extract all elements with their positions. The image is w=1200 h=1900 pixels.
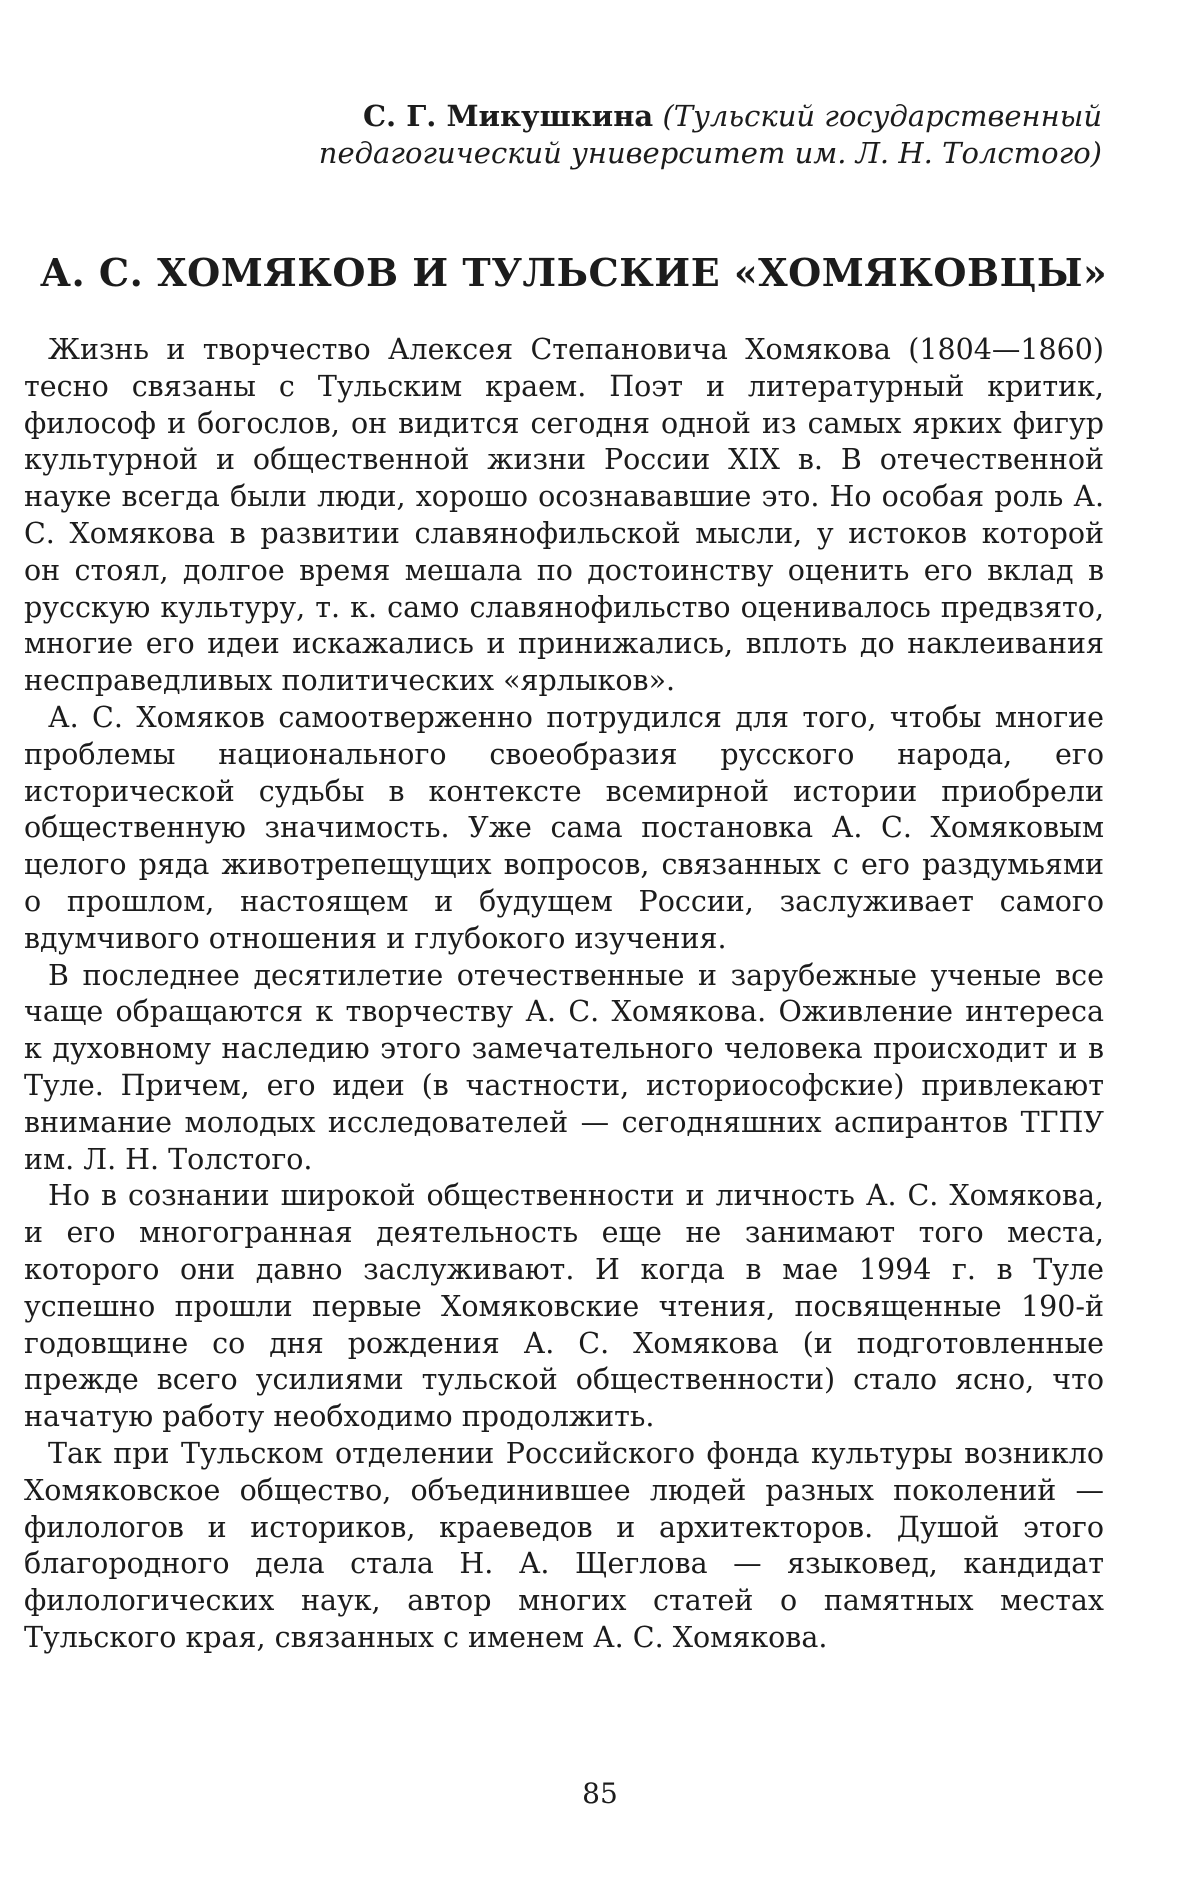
paragraph: Но в сознании широкой общественности и личность А. С. Хомякова, и его многогранная деятельность еще не занимают того места, которого они давно заслуживают. И когда в мае 1994 г. в Туле успешно прошли первые Хомяковские чтения, посвященные 190-й годовщине со дня рождения А. С. Хомякова (и подготовленные прежде всего усилиями тульской общественности) стало ясно, что начатую работу необходимо продолжить. <box>24 1179 1104 1434</box>
paragraph: В последнее десятилетие отечественные и зарубежные ученые все чаще обращаются к творчеству А. С. Хомякова. Оживление интереса к духовному наследию этого замечательного человека происходит и в Туле. Причем, его идеи (в частности, историософские) привлекают внимание молодых исследователей — сегодняшних аспирантов ТГПУ им. Л. Н. Толстого. <box>24 958 1104 1176</box>
paragraph: Жизнь и творчество Алексея Степановича Хомякова (1804—1860) тесно связаны с Тульским краем. Поэт и литературный критик, философ и богослов, он видится сегодня одной из самых ярких фигур культурной и общественной жизни России XIX в. В отечественной науке всегда были люди, хорошо осознававшие это. Но особая роль А. С. Хомякова в развитии славянофильской мысли, у истоков которой он стоял, долгое время мешала по достоинству оценить его вклад в русскую культуру, т. к. само славянофильство оценивалось предвзято, многие его идеи искажались и принижались, вплоть до наклеивания несправедливых политических «ярлыков». <box>24 333 1104 698</box>
paragraph: Так при Тульском отделении Российского фонда культуры возникло Хомяковское общество, объединившее людей разных поколений — филологов и историков, краеведов и архитекторов. Душой этого благородного дела стала Н. А. Щеглова — языковед, кандидат филологических наук, автор многих статей о памятных местах Тульского края, связанных с именем А. С. Хомякова. <box>24 1436 1104 1654</box>
paragraph: А. С. Хомяков самоотверженно потрудился для того, чтобы многие проблемы национального своеобразия русского народа, его исторической судьбы в контексте всемирной истории приобрели общественную значимость. Уже сама постановка А. С. Хомяковым целого ряда животрепещущих вопросов, связанных с его раздумьями о прошлом, настоящем и будущем России, заслуживает самого вдумчивого отношения и глубокого изучения. <box>24 700 1104 955</box>
author-name: С. Г. Микушкина <box>362 99 654 133</box>
author-byline <box>270 98 1102 172</box>
article-title: А. С. ХОМЯКОВ И ТУЛЬСКИЕ «ХОМЯКОВЦЫ» <box>40 250 1108 295</box>
article-body <box>24 332 1104 1657</box>
author-affiliation-line2: педагогический университет им. Л. Н. Толстого) <box>318 136 1102 170</box>
author-affiliation-line1: (Тульский государственный <box>662 99 1102 133</box>
page-number: 85 <box>582 1777 618 1810</box>
